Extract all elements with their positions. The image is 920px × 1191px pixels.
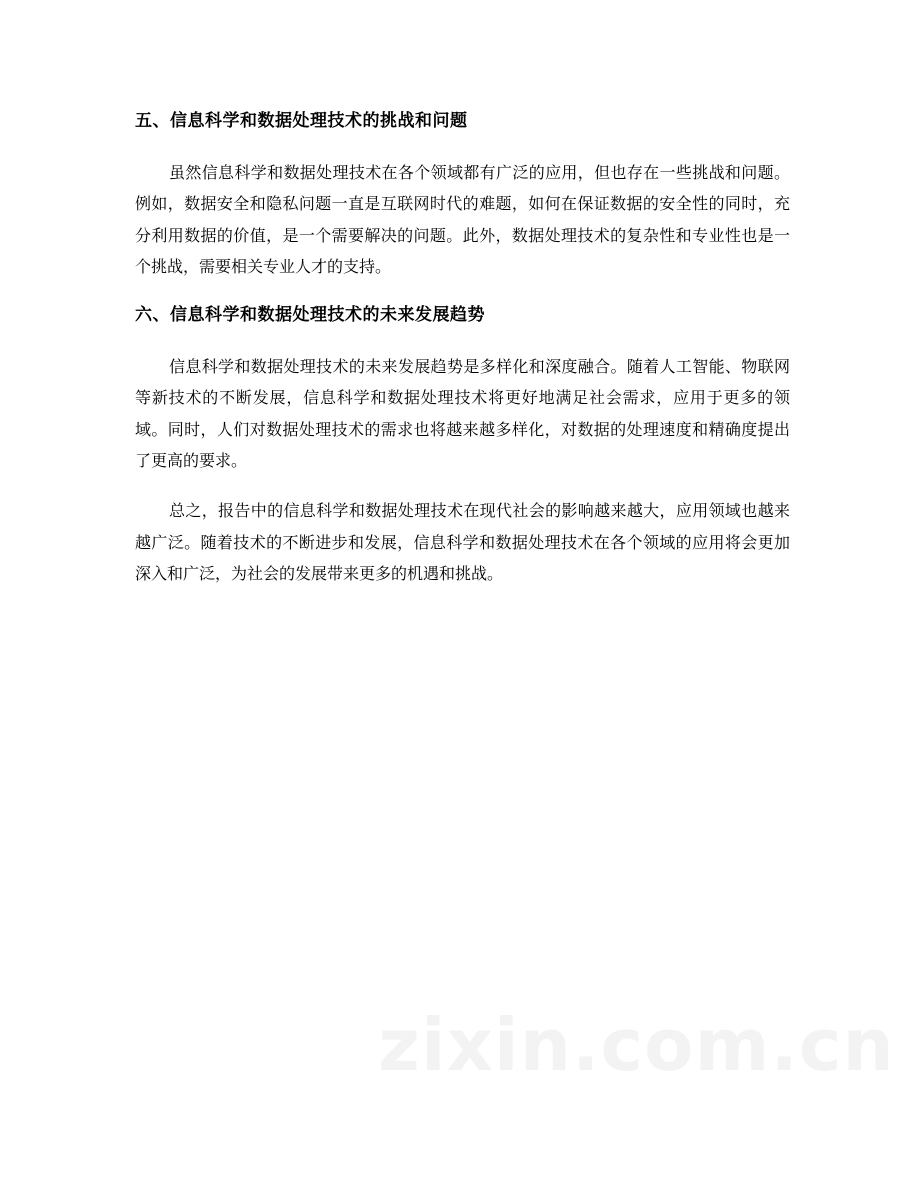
document-body bbox=[135, 106, 790, 589]
paragraph-challenges: 虽然信息科学和数据处理技术在各个领域都有广泛的应用，但也存在一些挑战和问题。例如，数据安全和隐私问题一直是互联网时代的难题，如何在保证数据的安全性的同时，充分利用数据的价值，是一个需要解决的问题。此外，数据处理技术的复杂性和专业性也是一个挑战，需要相关专业人才的支持。 bbox=[135, 163, 790, 276]
paragraph-future-trends: 信息科学和数据处理技术的未来发展趋势是多样化和深度融合。随着人工智能、物联网等新技术的不断发展，信息科学和数据处理技术将更好地满足社会需求，应用于更多的领域。同时，人们对数据处理技术的需求也将越来越多样化，对数据的处理速度和精确度提出了更高的要求。 bbox=[135, 357, 790, 471]
watermark bbox=[378, 1003, 895, 1087]
paragraph-conclusion: 总之，报告中的信息科学和数据处理技术在现代社会的影响越来越大，应用领域也越来越广泛。随着技术的不断进步和发展，信息科学和数据处理技术在各个领域的应用将会更加深入和广泛，为社会的发展带来更多的机遇和挑战。 bbox=[135, 501, 790, 583]
section-heading-future-trends: 六、信息科学和数据处理技术的未来发展趋势 bbox=[135, 305, 485, 326]
section-heading-challenges: 五、信息科学和数据处理技术的挑战和问题 bbox=[135, 111, 468, 131]
